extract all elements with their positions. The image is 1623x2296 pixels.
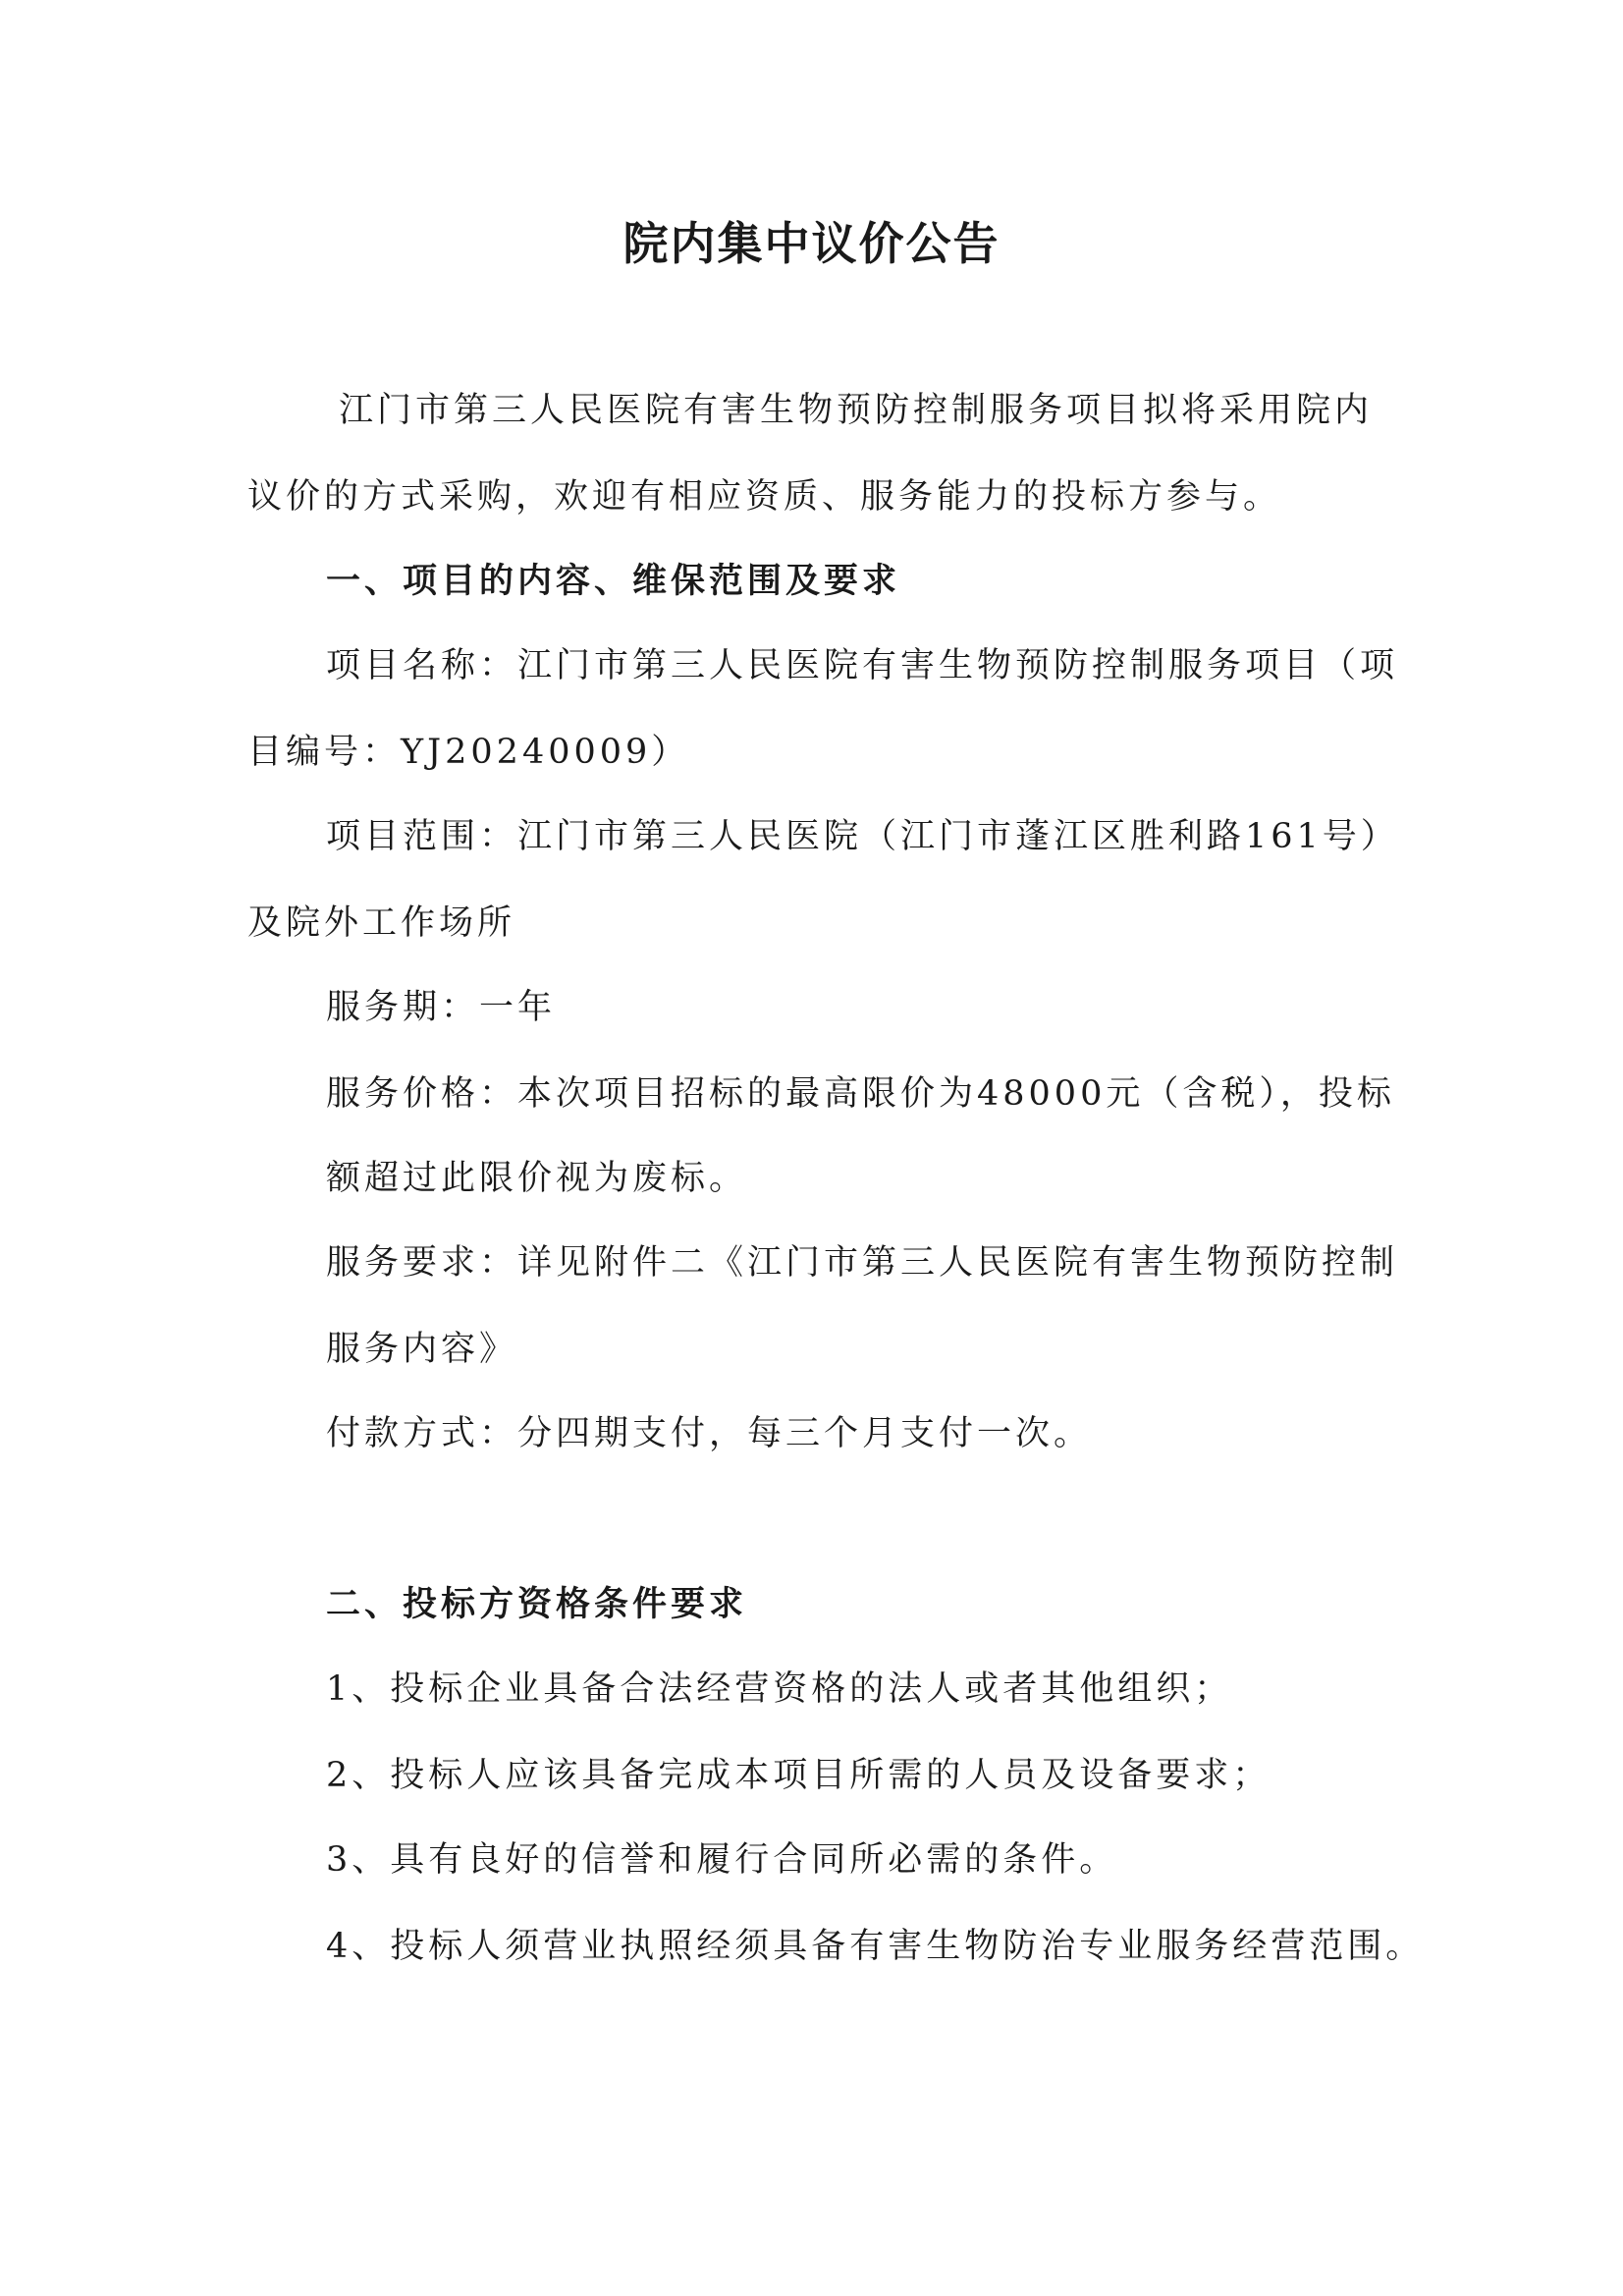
qualification-item-2: 2、投标人应该具备完成本项目所需的人员及设备要求； bbox=[326, 1756, 1271, 1795]
qualification-item-1: 1、投标企业具备合法经营资格的法人或者其他组织； bbox=[326, 1669, 1233, 1709]
service-requirement-line-2: 服务内容》 bbox=[326, 1330, 518, 1369]
project-scope-line-2: 及院外工作场所 bbox=[247, 903, 516, 943]
intro-line-2: 议价的方式采购，欢迎有相应资质、服务能力的投标方参与。 bbox=[247, 477, 1282, 517]
project-name-line-1: 项目名称：江门市第三人民医院有害生物预防控制服务项目（项 bbox=[326, 646, 1399, 685]
payment-method: 付款方式：分四期支付，每三个月支付一次。 bbox=[326, 1414, 1093, 1453]
service-price-line-1: 服务价格：本次项目招标的最高限价为48000元（含税），投标 bbox=[326, 1074, 1395, 1114]
service-requirement-line-1: 服务要求：详见附件二《江门市第三人民医院有害生物预防控制 bbox=[326, 1243, 1399, 1283]
intro-line-1: 江门市第三人民医院有害生物预防控制服务项目拟将采用院内 bbox=[339, 391, 1374, 430]
qualification-item-3: 3、具有良好的信誉和履行合同所必需的条件。 bbox=[326, 1840, 1118, 1880]
qualification-item-4: 4、投标人须营业执照经须具备有害生物防治专业服务经营范围。 bbox=[326, 1927, 1425, 1966]
section2-heading: 二、投标方资格条件要求 bbox=[326, 1584, 748, 1624]
service-period: 服务期：一年 bbox=[326, 988, 557, 1027]
section1-heading: 一、项目的内容、维保范围及要求 bbox=[326, 561, 901, 601]
project-scope-line-1: 项目范围：江门市第三人民医院（江门市蓬江区胜利路161号） bbox=[326, 817, 1399, 856]
project-name-line-2: 目编号：YJ20240009） bbox=[247, 733, 690, 772]
service-price-line-2: 额超过此限价视为废标。 bbox=[326, 1159, 748, 1198]
document-title: 院内集中议价公告 bbox=[622, 217, 1001, 270]
